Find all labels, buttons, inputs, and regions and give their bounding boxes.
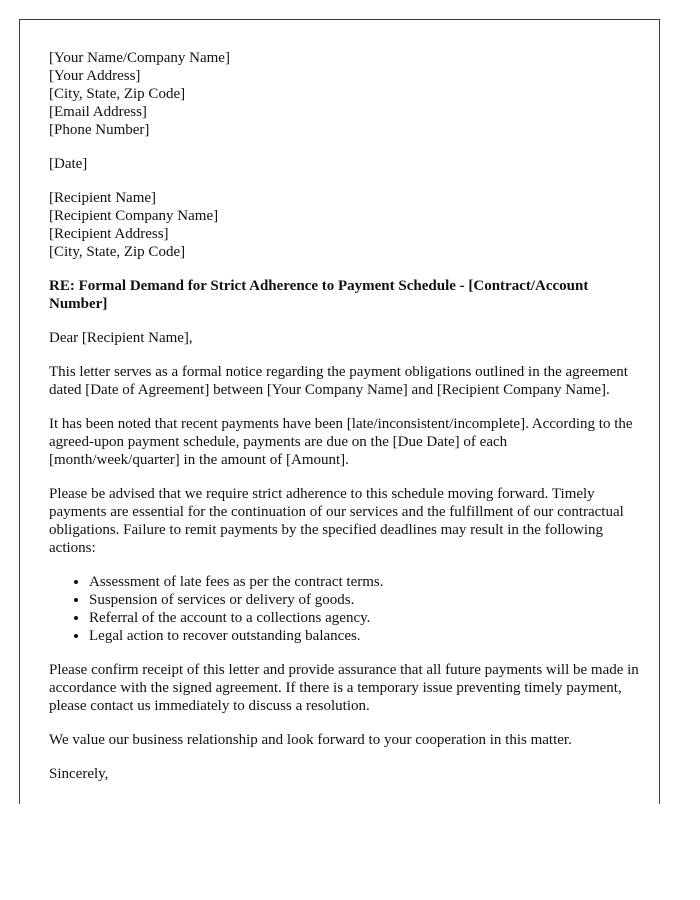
sender-block [49, 49, 639, 139]
recipient-city-state-zip: [City, State, Zip Code] [49, 244, 186, 260]
subject-line: RE: Formal Demand for Strict Adherence to Payment Schedule - [Contract/Account Number] [49, 278, 589, 312]
paragraph-payment-status: It has been noted that recent payments have been [late/inconsistent/incomplete]. According to the agreed-upon payment schedule, payments are due on the [Due Date] of each [month/week/quarter] in the amount of [Amount]. [49, 416, 633, 468]
letter-date: [Date] [49, 156, 88, 172]
salutation: Dear [Recipient Name], [49, 330, 193, 346]
list-item: • Assessment of late fees as per the contract terms. [89, 573, 639, 591]
list-item: • Suspension of services or delivery of goods. [89, 591, 639, 609]
list-item: • Legal action to recover outstanding balances. [89, 627, 639, 645]
recipient-company: [Recipient Company Name] [49, 208, 219, 224]
paragraph-notice: This letter serves as a formal notice regarding the payment obligations outlined in the agreement dated [Date of Agreement] between [Your Company Name] and [Recipient Company Name]. [49, 364, 628, 398]
sender-name: [Your Name/Company Name] [49, 50, 230, 66]
sender-city-state-zip: [City, State, Zip Code] [49, 86, 186, 102]
recipient-name: [Recipient Name] [49, 190, 157, 206]
sender-phone: [Phone Number] [49, 122, 150, 138]
paragraph-adherence: Please be advised that we require strict adherence to this schedule moving forward. Timely payments are essential for the continuation of our services and the fulfillment of our contractual obligations. Failure to remit payments by the specified deadlines may result in the following actions: [49, 486, 624, 556]
letter-page [19, 19, 660, 804]
signoff: Sincerely, [49, 766, 109, 782]
paragraph-relationship: We value our business relationship and look forward to your cooperation in this matter. [49, 732, 572, 748]
letter-body [49, 49, 639, 799]
recipient-address: [Recipient Address] [49, 226, 169, 242]
sender-address: [Your Address] [49, 68, 141, 84]
paragraph-confirmation: Please confirm receipt of this letter and provide assurance that all future payments will be made in accordance with the signed agreement. If there is a temporary issue preventing timely payment, please contact us immediately to discuss a resolution. [49, 662, 639, 714]
actions-list [49, 573, 639, 645]
recipient-block [49, 189, 639, 261]
sender-email: [Email Address] [49, 104, 147, 120]
date-block [49, 155, 639, 173]
list-item: • Referral of the account to a collections agency. [89, 609, 639, 627]
